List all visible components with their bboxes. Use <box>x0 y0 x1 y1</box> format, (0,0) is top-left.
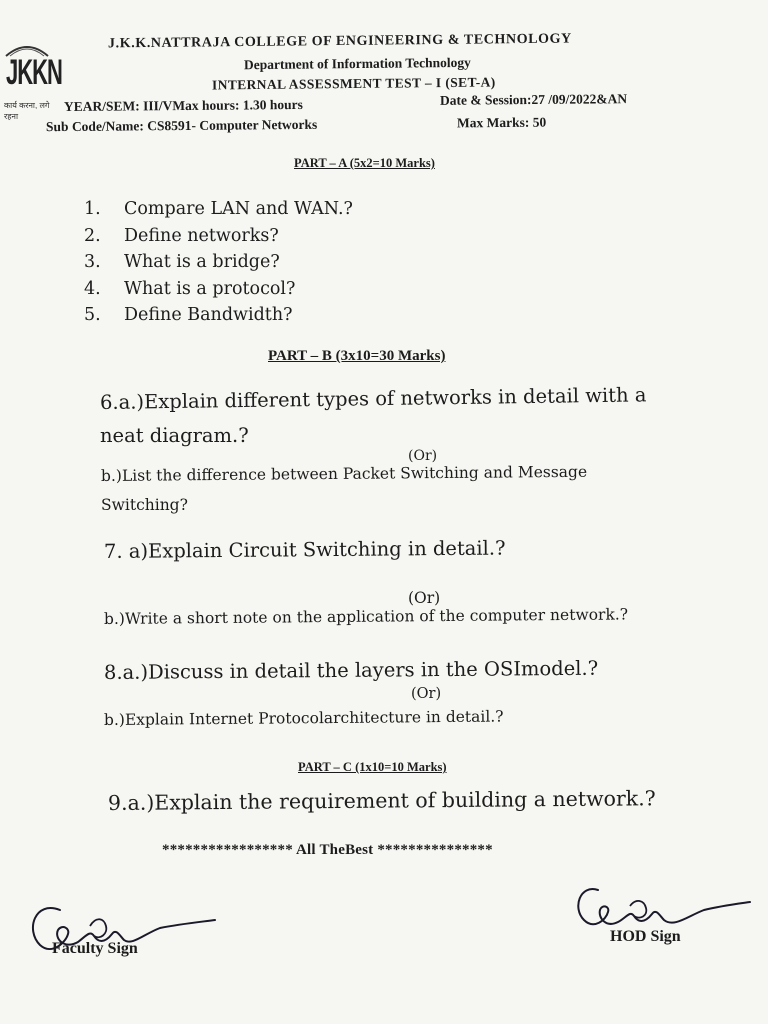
list-item <box>84 276 353 303</box>
question-number: 5. <box>84 305 101 325</box>
or-separator: (Or) <box>408 589 441 607</box>
or-separator: (Or) <box>408 448 438 464</box>
college-name: J.K.K.NATTRAJA COLLEGE OF ENGINEERING & TECHNOLOGY <box>107 31 572 52</box>
question-text: Compare LAN and WAN.? <box>124 199 353 219</box>
question-text: What is a bridge? <box>124 252 280 272</box>
question-7b: b.)Write a short note on the application of the computer network.? <box>103 605 629 628</box>
all-the-best: ***************** All TheBest *************** <box>162 842 493 858</box>
test-title: INTERNAL ASSESSMENT TEST – I (SET-A) <box>211 74 496 93</box>
year-sem: YEAR/SEM: III/VMax hours: 1.30 hours <box>63 96 303 115</box>
faculty-signature-icon <box>20 890 240 970</box>
question-text: What is a protocol? <box>124 278 296 299</box>
part-a-questions <box>84 196 353 329</box>
question-6a-line2: neat diagram.? <box>100 424 249 447</box>
college-logo <box>2 40 62 121</box>
question-text: Define Bandwidth? <box>124 305 293 325</box>
max-marks: Max Marks: 50 <box>456 114 547 131</box>
hod-sign-label: HOD Sign <box>610 928 681 945</box>
question-6a-line1: 6.a.)Explain different types of networks in detail with a <box>99 383 647 414</box>
list-item <box>84 196 353 223</box>
question-number: 2. <box>84 225 101 246</box>
list-item <box>84 223 353 250</box>
question-8b: b.)Explain Internet Protocolarchitecture in detail.? <box>103 707 504 729</box>
question-6b-line1: b.)List the difference between Packet Switching and Message <box>100 462 588 485</box>
subject-code: Sub Code/Name: CS8591- Computer Networks <box>45 116 318 135</box>
logo-subtext: कार्य करना, लगे रहना <box>4 101 50 121</box>
list-item <box>84 249 353 276</box>
question-number: 1. <box>84 199 101 219</box>
date-session: Date & Session:27 /09/2022&AN <box>439 91 628 108</box>
question-text: Define networks? <box>124 225 279 246</box>
question-number: 4. <box>84 278 101 299</box>
department-name: Department of Information Technology <box>243 54 471 73</box>
or-separator: (Or) <box>411 686 442 702</box>
list-item <box>84 302 353 329</box>
part-a-title: PART – A (5x2=10 Marks) <box>294 156 435 170</box>
question-6b-line2: Switching? <box>101 496 188 514</box>
question-number: 3. <box>84 252 101 272</box>
question-8a: 8.a.)Discuss in detail the layers in the OSImodel.? <box>103 656 599 684</box>
question-9a: 9.a.)Explain the requirement of building a network.? <box>107 786 656 815</box>
part-c-title: PART – C (1x10=10 Marks) <box>298 760 447 774</box>
faculty-sign-label: Faculty Sign <box>52 940 138 957</box>
logo-text: JKKN <box>6 52 62 92</box>
part-b-title: PART – B (3x10=30 Marks) <box>268 348 446 364</box>
question-7a: 7. a)Explain Circuit Switching in detail.? <box>103 536 506 563</box>
